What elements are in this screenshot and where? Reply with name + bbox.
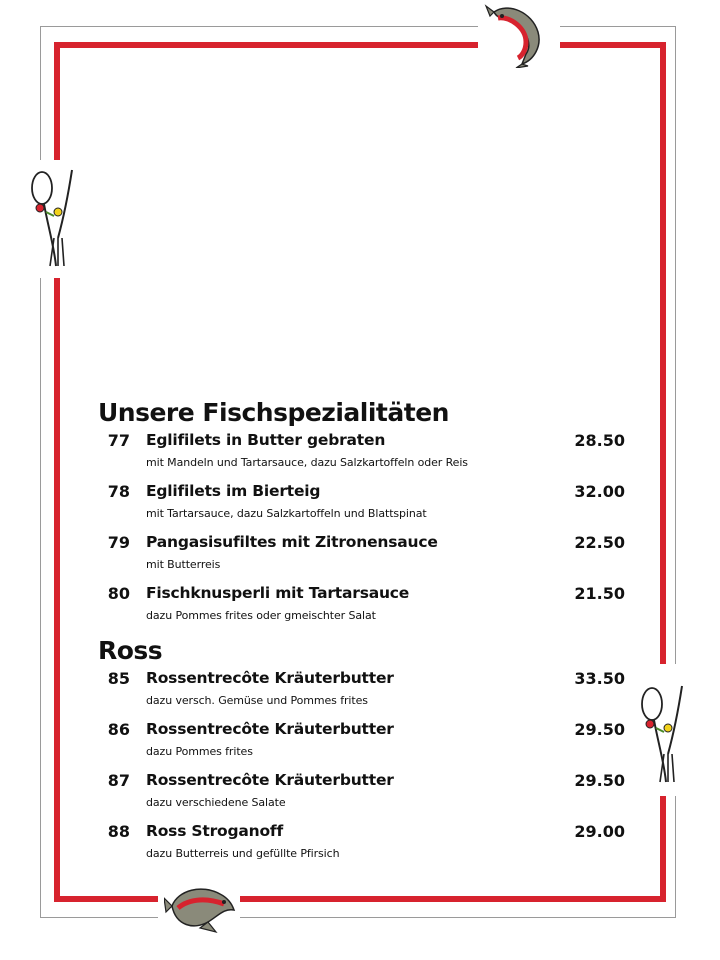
section-title: Unsere Fischspezialitäten — [98, 398, 449, 427]
item-description: dazu verschiedene Salate — [146, 796, 286, 809]
item-name: Ross Stroganoff — [146, 822, 284, 840]
item-price: 33.50 — [574, 669, 625, 688]
menu-item — [98, 819, 625, 870]
menu-item — [98, 717, 625, 768]
item-name: Rossentrecôte Kräuterbutter — [146, 771, 394, 789]
item-description: dazu Pommes frites — [146, 745, 253, 758]
menu-item — [98, 479, 625, 530]
item-price: 22.50 — [574, 533, 625, 552]
spoon-fork-icon — [24, 166, 84, 270]
item-description: dazu Pommes frites oder gmeischter Salat — [146, 609, 376, 622]
item-number: 80 — [107, 584, 130, 603]
item-number: 79 — [107, 533, 130, 552]
item-price: 21.50 — [574, 584, 625, 603]
menu-content — [98, 398, 625, 870]
item-name: Rossentrecôte Kräuterbutter — [146, 720, 394, 738]
trout-fish-icon — [482, 2, 554, 68]
menu-item — [98, 666, 625, 717]
menu-item — [98, 581, 625, 632]
item-name: Fischknusperli mit Tartarsauce — [146, 584, 410, 602]
item-number: 78 — [107, 482, 130, 501]
item-price: 29.00 — [574, 822, 625, 841]
spoon-fork-icon — [634, 682, 694, 786]
item-price: 32.00 — [574, 482, 625, 501]
item-number: 86 — [107, 720, 130, 739]
item-description: dazu Butterreis und gefüllte Pfirsich — [146, 847, 340, 860]
item-name: Eglifilets in Butter gebraten — [146, 431, 386, 449]
item-name: Eglifilets im Bierteig — [146, 482, 321, 500]
item-price: 29.50 — [574, 720, 625, 739]
item-name: Pangasisufiltes mit Zitronensauce — [146, 533, 438, 551]
item-price: 28.50 — [574, 431, 625, 450]
item-price: 29.50 — [574, 771, 625, 790]
trout-fish-icon — [164, 872, 236, 938]
item-name: Rossentrecôte Kräuterbutter — [146, 669, 394, 687]
item-description: mit Tartarsauce, dazu Salzkartoffeln und Blattspinat — [146, 507, 427, 520]
menu-item — [98, 428, 625, 479]
item-number: 88 — [107, 822, 130, 841]
item-description: dazu versch. Gemüse und Pommes frites — [146, 694, 368, 707]
item-number: 87 — [107, 771, 130, 790]
menu-item — [98, 530, 625, 581]
item-description: mit Butterreis — [146, 558, 221, 571]
menu-item — [98, 768, 625, 819]
item-description: mit Mandeln und Tartarsauce, dazu Salzkartoffeln oder Reis — [146, 456, 468, 469]
item-number: 77 — [107, 431, 130, 450]
section-title: Ross — [98, 636, 163, 665]
item-number: 85 — [107, 669, 130, 688]
